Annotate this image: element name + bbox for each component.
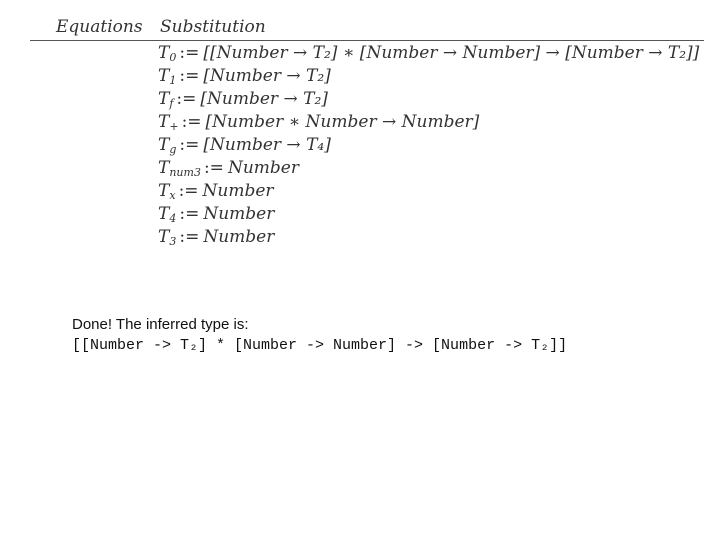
assign-operator: := (179, 43, 200, 63)
substitution-row-t0 (158, 42, 699, 65)
type-variable: $T_4$ (158, 204, 177, 225)
substitution-row-tf (158, 88, 699, 111)
type-variable: $T_+$ (158, 112, 179, 133)
substitution-value: [Number ∗ Number → Number] (205, 112, 480, 132)
assign-operator: := (179, 66, 200, 86)
substitution-row-tx (158, 180, 699, 203)
substitution-value: [Number → T₂] (203, 66, 331, 86)
type-variable: $T_x$ (158, 181, 176, 202)
inference-result (72, 315, 567, 357)
substitution-value: [[Number → T₂] ∗ [Number → Number] → [Number → T₂]] (203, 43, 700, 63)
substitution-row-t3 (158, 226, 699, 249)
assign-operator: := (203, 158, 224, 178)
type-variable: $T_3$ (158, 227, 177, 248)
result-label: Done! The inferred type is: (72, 316, 249, 333)
assign-operator: := (179, 227, 200, 247)
substitution-header: Substitution (160, 17, 266, 37)
substitution-value: Number (203, 227, 275, 247)
substitution-row-tg (158, 134, 699, 157)
assign-operator: := (178, 181, 199, 201)
assign-operator: := (179, 204, 200, 224)
assign-operator: := (176, 89, 197, 109)
substitution-value: Number (202, 181, 274, 201)
substitution-value: Number (227, 158, 299, 178)
substitution-row-tnum3 (158, 157, 699, 180)
substitution-row-t1 (158, 65, 699, 88)
substitution-value: Number (203, 204, 275, 224)
inferred-type: [[Number -> T₂] * [Number -> Number] -> [Number -> T₂]] (72, 337, 568, 354)
substitution-row-t4 (158, 203, 699, 226)
substitution-value: [Number → T₄] (203, 135, 331, 155)
substitution-table (158, 42, 699, 249)
assign-operator: := (179, 135, 200, 155)
assign-operator: := (181, 112, 202, 132)
substitution-row-tplus (158, 111, 699, 134)
type-variable: $T_0$ (158, 43, 177, 64)
equations-header: Equations (56, 17, 143, 37)
type-variable: $T_g$ (158, 135, 177, 156)
type-variable: $T_1$ (158, 66, 177, 87)
type-variable: $T_{num3}$ (158, 158, 201, 179)
type-variable: $T_f$ (158, 89, 174, 110)
substitution-value: [Number → T₂] (200, 89, 328, 109)
header-divider (30, 40, 704, 41)
